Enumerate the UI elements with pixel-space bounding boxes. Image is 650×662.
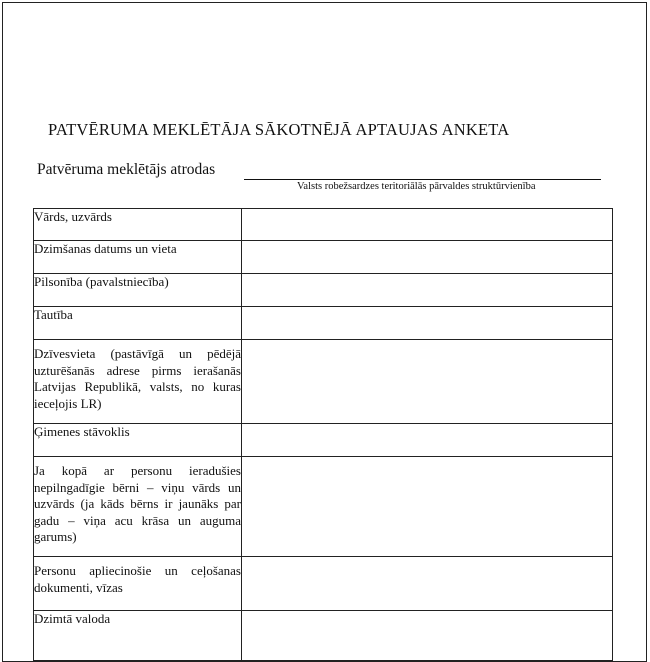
table-row (34, 307, 613, 340)
field-value-nationality[interactable] (242, 307, 613, 340)
location-hint: Valsts robežsardzes teritoriālās pārvaldes struktūrvienība (297, 181, 536, 192)
document-page (2, 2, 647, 662)
table-row (34, 340, 613, 424)
field-label-children: Ja kopā ar personu ieradušies nepilngadīgie bērni – viņu vārds un uzvārds (ja kāds bērns ir jaunāks par gadu – viņa acu krāsa un auguma garums) (34, 457, 242, 557)
field-value-citizenship[interactable] (242, 274, 613, 307)
table-row (34, 209, 613, 241)
field-value-residence[interactable] (242, 340, 613, 424)
field-value-native-language[interactable] (242, 611, 613, 661)
field-label-native-language: Dzimtā valoda (34, 611, 242, 661)
field-value-name[interactable] (242, 209, 613, 241)
field-label-documents: Personu apliecinošie un ceļošanas dokumenti, vīzas (34, 557, 242, 611)
field-label-residence: Dzīvesvieta (pastāvīgā un pēdējā uzturēšanās adrese pirms ierašanās Latvijas Republikā, valsts, no kuras ieceļojis LR) (34, 340, 242, 424)
field-value-children[interactable] (242, 457, 613, 557)
field-value-birth[interactable] (242, 241, 613, 274)
table-row (34, 424, 613, 457)
field-label-nationality: Tautība (34, 307, 242, 340)
field-value-documents[interactable] (242, 557, 613, 611)
field-value-family-status[interactable] (242, 424, 613, 457)
document-title: PATVĒRUMA MEKLĒTĀJA SĀKOTNĒJĀ APTAUJAS ANKETA (48, 120, 510, 139)
field-label-family-status: Ģimenes stāvoklis (34, 424, 242, 457)
table-row (34, 241, 613, 274)
location-label: Patvēruma meklētājs atrodas (37, 161, 216, 178)
table-row (34, 557, 613, 611)
table-row (34, 274, 613, 307)
field-label-name: Vārds, uzvārds (34, 209, 242, 241)
field-label-citizenship: Pilsonība (pavalstniecība) (34, 274, 242, 307)
field-label-birth: Dzimšanas datums un vieta (34, 241, 242, 274)
location-fill-line[interactable] (244, 179, 601, 180)
table-row (34, 457, 613, 557)
table-row (34, 611, 613, 661)
questionnaire-table (33, 208, 613, 661)
